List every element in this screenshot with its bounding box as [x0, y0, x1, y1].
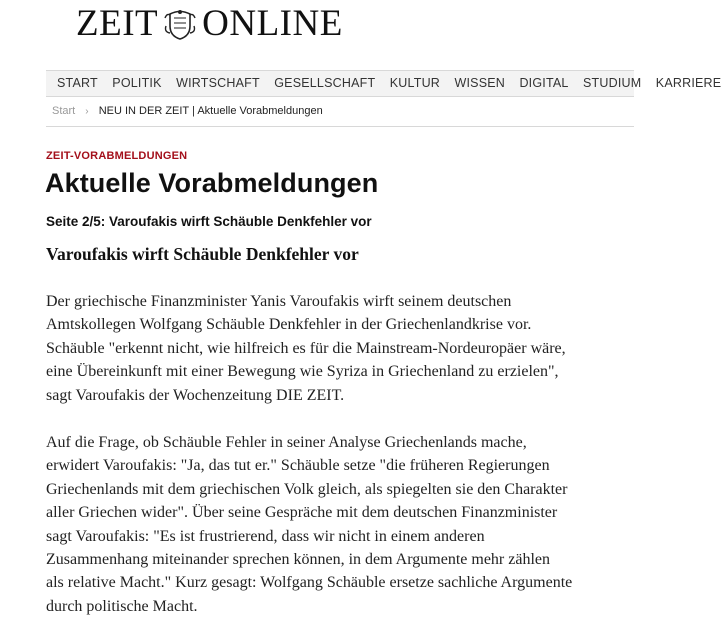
nav-item-digital[interactable]: DIGITAL: [519, 76, 569, 90]
logo-text-left: ZEIT: [76, 3, 159, 44]
nav-item-wissen[interactable]: WISSEN: [454, 76, 505, 90]
nav-item-gesellschaft[interactable]: GESELLSCHAFT: [274, 76, 376, 90]
paragraph-line: Zusammenhang miteinander sprechen können, in dem Argumente mehr zählen: [46, 551, 550, 569]
paragraph-line: sagt Varoufakis der Wochenzeitung DIE ZEIT.: [46, 386, 345, 404]
breadcrumb-current: NEU IN DER ZEIT | Aktuelle Vorabmeldungen: [98, 105, 323, 117]
nav-item-wirtschaft[interactable]: WIRTSCHAFT: [176, 76, 260, 90]
paragraph-line: aller Griechen wider". Über seine Gespräche mit dem deutschen Finanzminister: [46, 504, 558, 522]
article-kicker[interactable]: ZEIT-VORABMELDUNGEN: [46, 150, 188, 162]
paragraph-line: Der griechische Finanzminister Yanis Varoufakis wirft seinem deutschen: [46, 293, 512, 310]
breadcrumb-start-link[interactable]: Start: [52, 105, 76, 117]
page-title: Aktuelle Vorabmeldungen: [45, 168, 379, 198]
breadcrumb: [46, 97, 634, 127]
site-logo[interactable]: [76, 3, 343, 44]
paragraph-line: Amtskollegen Wolfgang Schäuble Denkfehler in der Griechenlandkrise vor.: [46, 316, 532, 334]
paragraph-line: erwidert Varoufakis: "Ja, das tut er." Schäuble setze "die früheren Regierungen: [46, 457, 550, 475]
chevron-right-icon: ›: [85, 106, 89, 117]
paragraph-line: durch politische Macht.: [46, 597, 198, 615]
paragraph-line: eine Übereinkunft mit einer Bewegung wie Syriza in Griechenland zu erzielen",: [46, 363, 559, 381]
article-paragraph-2: [46, 431, 636, 618]
nav-item-karriere[interactable]: KARRIERE: [655, 76, 721, 90]
nav-item-kultur[interactable]: KULTUR: [389, 76, 441, 90]
main-nav: [46, 70, 721, 97]
nav-item-studium[interactable]: STUDIUM: [583, 76, 642, 90]
coat-of-arms-icon: [162, 6, 198, 42]
paragraph-line: Griechenlands mit dem griechischen Volk gleich, als spiegelten sie den Charakter: [46, 480, 568, 498]
article-paragraph-1: [46, 290, 636, 407]
paragraph-line: sagt Varoufakis: "Es ist frustrierend, dass wir nicht in einem anderen: [46, 527, 485, 545]
nav-item-start[interactable]: START: [57, 76, 98, 90]
article-page-info: Seite 2/5: Varoufakis wirft Schäuble Denkfehler vor: [46, 214, 372, 229]
logo-text-right: ONLINE: [202, 3, 343, 44]
paragraph-line: Auf die Frage, ob Schäuble Fehler in seiner Analyse Griechenlands mache,: [46, 434, 527, 451]
article-subheadline: Varoufakis wirft Schäuble Denkfehler vor: [46, 244, 359, 264]
paragraph-line: als relative Macht." Kurz gesagt: Wolfgang Schäuble ersetze sachliche Argumente: [46, 574, 573, 592]
paragraph-line: Schäuble "erkennt nicht, wie hilfreich es für die Mainstream-Nordeuropäer wäre,: [46, 339, 566, 357]
nav-item-politik[interactable]: POLITIK: [112, 76, 162, 90]
